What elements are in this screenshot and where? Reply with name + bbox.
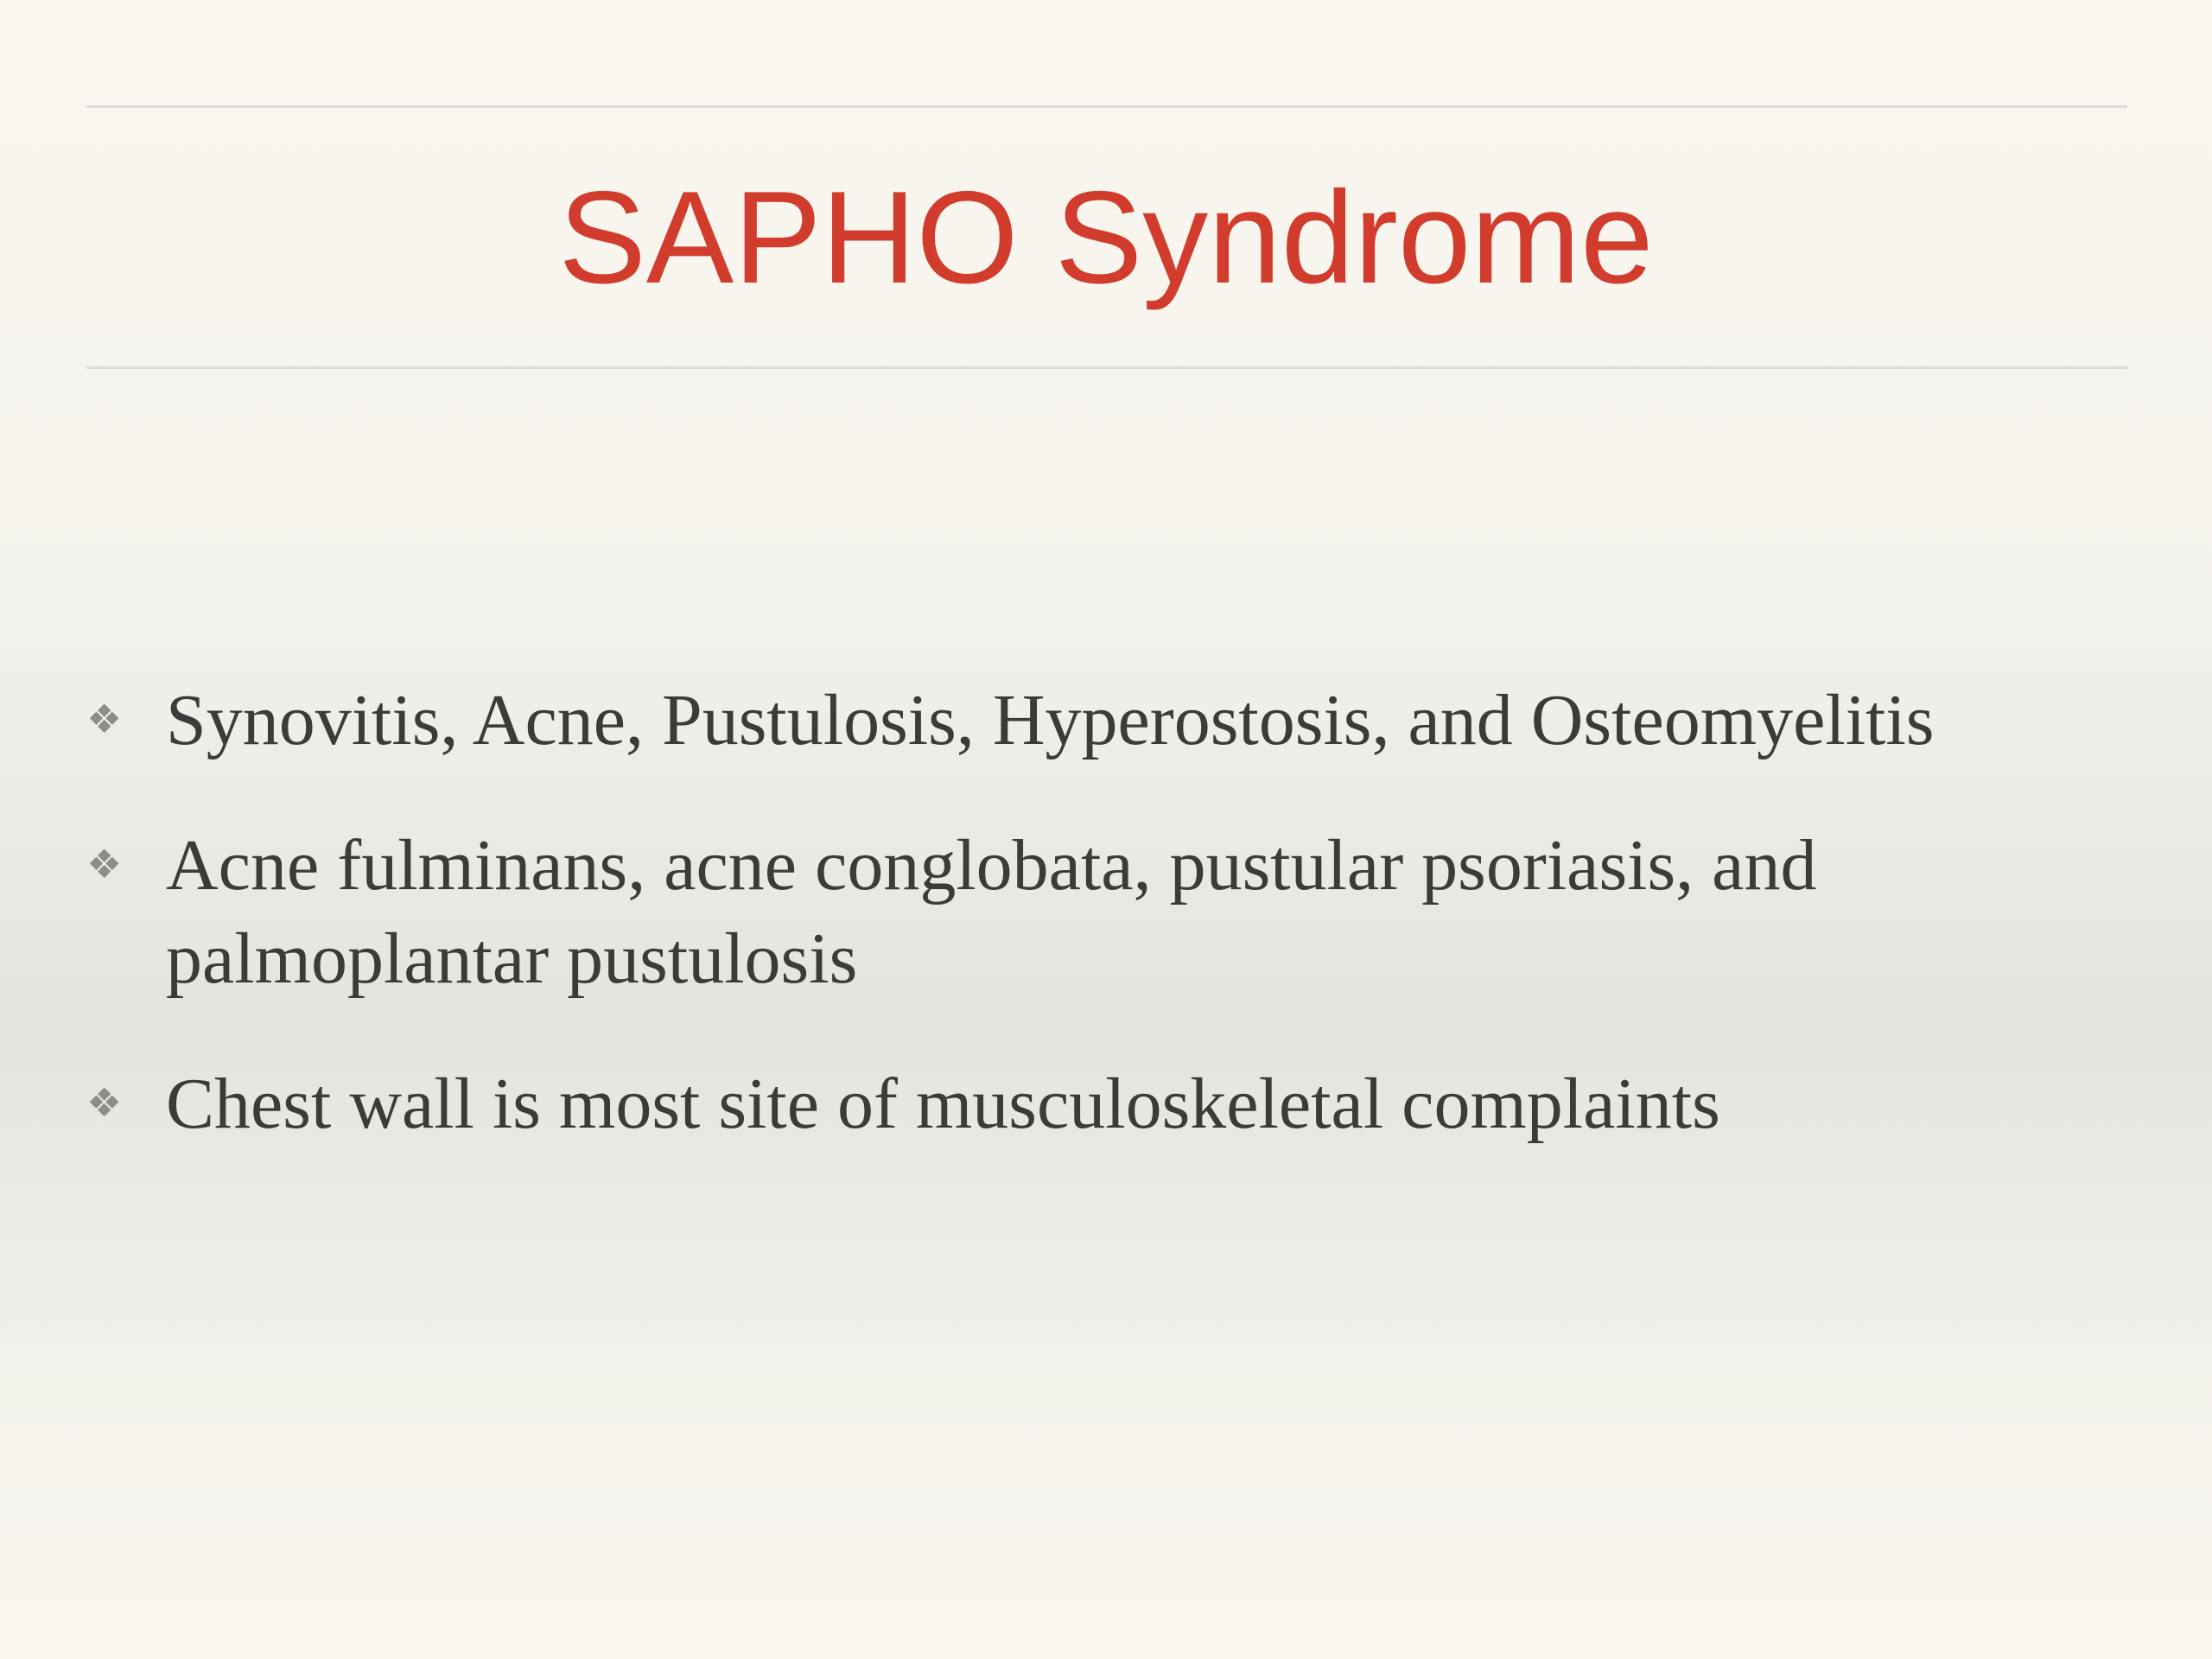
bullet-text: Chest wall is most site of musculoskeletal complaints xyxy=(166,1064,1720,1144)
diamond-bullet-icon: ❖ xyxy=(86,841,123,887)
bullet-item xyxy=(0,1058,2212,1151)
bullet-item xyxy=(0,674,2212,767)
title-bottom-divider xyxy=(86,366,2127,369)
title-top-divider xyxy=(86,105,2127,108)
diamond-bullet-icon: ❖ xyxy=(86,1079,123,1126)
bullet-list xyxy=(0,674,2212,1203)
bullet-text: Synovitis, Acne, Pustulosis, Hyperostosis, and Osteomyelitis xyxy=(166,680,1935,760)
diamond-bullet-icon: ❖ xyxy=(86,696,123,742)
bullet-text: Acne fulminans, acne conglobata, pustular psoriasis, and palmoplantar pustulosis xyxy=(166,825,1817,999)
slide-title: SAPHO Syndrome xyxy=(558,164,1654,311)
bullet-item xyxy=(0,819,2212,1006)
